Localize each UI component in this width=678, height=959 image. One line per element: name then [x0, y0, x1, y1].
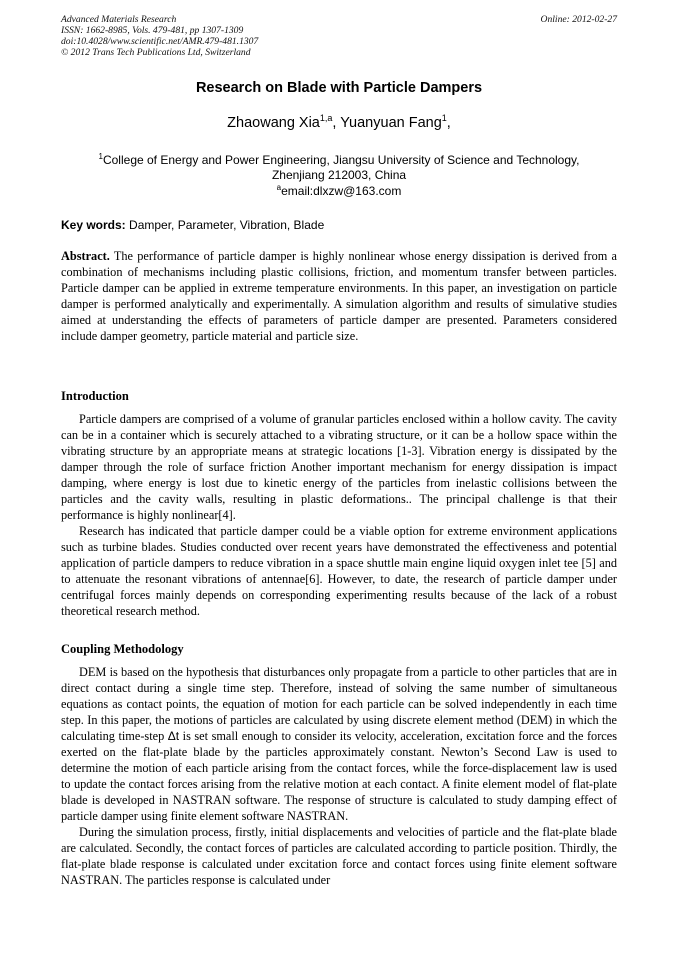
author-name: Zhaowang Xia — [227, 114, 320, 131]
journal-name: Advanced Materials Research — [61, 14, 177, 25]
keywords-label: Key words: — [61, 218, 126, 232]
coupling-section — [61, 664, 617, 888]
author-email — [0, 183, 678, 198]
affiliation-line: College of Energy and Power Engineering, Jiangsu University of Science and Technology, — [102, 153, 580, 167]
keywords-text: Damper, Parameter, Vibration, Blade — [125, 218, 325, 232]
affiliation — [40, 149, 638, 183]
online-date: Online: 2012-02-27 — [540, 14, 617, 25]
paragraph-text: is set small enough to consider its velocity, acceleration, excitation force and the forces exerted on the flat-plate blade by the particles approximately constant. Newton’s Second Law is used to determine the motion of each particle arising from the contact forces, while the force-displacement law is used to update the contact forces arising from the relative motion at each contact. A finite element model of flat-plate blade is developed in NASTRAN software. The response of structure is calculated to study damping effect of particle damper using finite element software NASTRAN. — [61, 729, 617, 823]
abstract — [61, 248, 617, 344]
paper-title: Research on Blade with Particle Dampers — [195, 80, 483, 96]
keywords — [61, 218, 617, 232]
doi-line: doi:10.4028/www.scientific.net/AMR.479-481.1307 — [61, 36, 259, 47]
paragraph-text: DEM is based on the hypothesis that disturbances only propagate from a particle to other particles that are in direct contact during a single time step. Therefore, instead of solving the same number of simultaneous equations as contact points, the equation of motion for each particle can be solved independently in each time step. In this paper, the motions of particles are calculated by using discrete element method (DEM) in which the calculating time-step — [61, 665, 617, 743]
section-heading-coupling: Coupling Methodology — [61, 642, 184, 656]
copyright-line: © 2012 Trans Tech Publications Ltd, Switzerland — [61, 47, 251, 58]
delta-t-symbol: Δt — [167, 729, 180, 743]
affiliation-line: Zhenjiang 212003, China — [271, 168, 407, 182]
paragraph — [61, 664, 617, 824]
introduction-section — [61, 411, 617, 619]
issn-line: ISSN: 1662-8985, Vols. 479-481, pp 1307-1309 — [61, 25, 244, 36]
abstract-label: Abstract. — [61, 249, 110, 263]
section-heading-introduction: Introduction — [61, 389, 129, 403]
author-list — [0, 113, 678, 131]
paragraph: During the simulation process, firstly, initial displacements and velocities of particle and the flat-plate blade are calculated. Secondly, the contact forces of particles are calculated according to particle position. Thirdly, the flat-plate blade response is calculated under excitation force and contact forces using finite element software NASTRAN. The particles response is calculated under — [61, 825, 617, 887]
abstract-text: The performance of particle damper is highly nonlinear whose energy dissipation is derived from a combination of mechanisms including plastic collisions, friction, and momentum transfer between particles. Particle damper can be applied in extreme temperature environments. In this paper, an investigation on particle damper is performed analytically and experimentally. A simulation algorithm and results of simulative studies aimed at understanding the effects of parameters of particle damper are presented. Parameters considered include damper geometry, particle material and particle size. — [61, 249, 617, 343]
paragraph: Particle dampers are comprised of a volume of granular particles enclosed within a hollow cavity. The cavity can be in a container which is securely attached to a vibrating structure, or it can be a hollow space within the vibrating structure by an appropriate means at strategic locations [1-3]. Vibration energy is dissipated by the damper through the role of surface friction Another important mechanism for energy dissipation is impact damping, where energy is lost due to kinetic energy of the particles from inelastic collisions between the particles and the cavity walls, resulting in plastic deformations.. The principal challenge is that their performance is highly nonlinear[4]. — [61, 412, 617, 522]
email-superscript: a — [276, 183, 282, 192]
affiliation-superscript: 1 — [98, 152, 103, 161]
author-separator: , — [332, 114, 341, 131]
email-text: email:dlxzw@163.com — [281, 184, 402, 198]
paragraph: Research has indicated that particle damper could be a viable option for extreme environment applications such as turbine blades. Studies conducted over recent years have demonstrated the effectiveness and potential application of particle dampers to reduce vibration in a space shuttle main engine liquid oxygen inlet tee [5] and to attenuate the resonant vibrations of antennae[6]. However, to date, the research of particle damper under centrifugal forces mainly depends on corresponding experimenting results because of the lack of a robust theoretical research method. — [61, 524, 617, 618]
author-name: Yuanyuan Fang — [340, 114, 442, 131]
author-superscript: 1,a — [319, 113, 333, 123]
author-superscript: 1 — [441, 113, 447, 123]
journal-header — [61, 14, 617, 58]
author-tail: , — [446, 114, 451, 131]
